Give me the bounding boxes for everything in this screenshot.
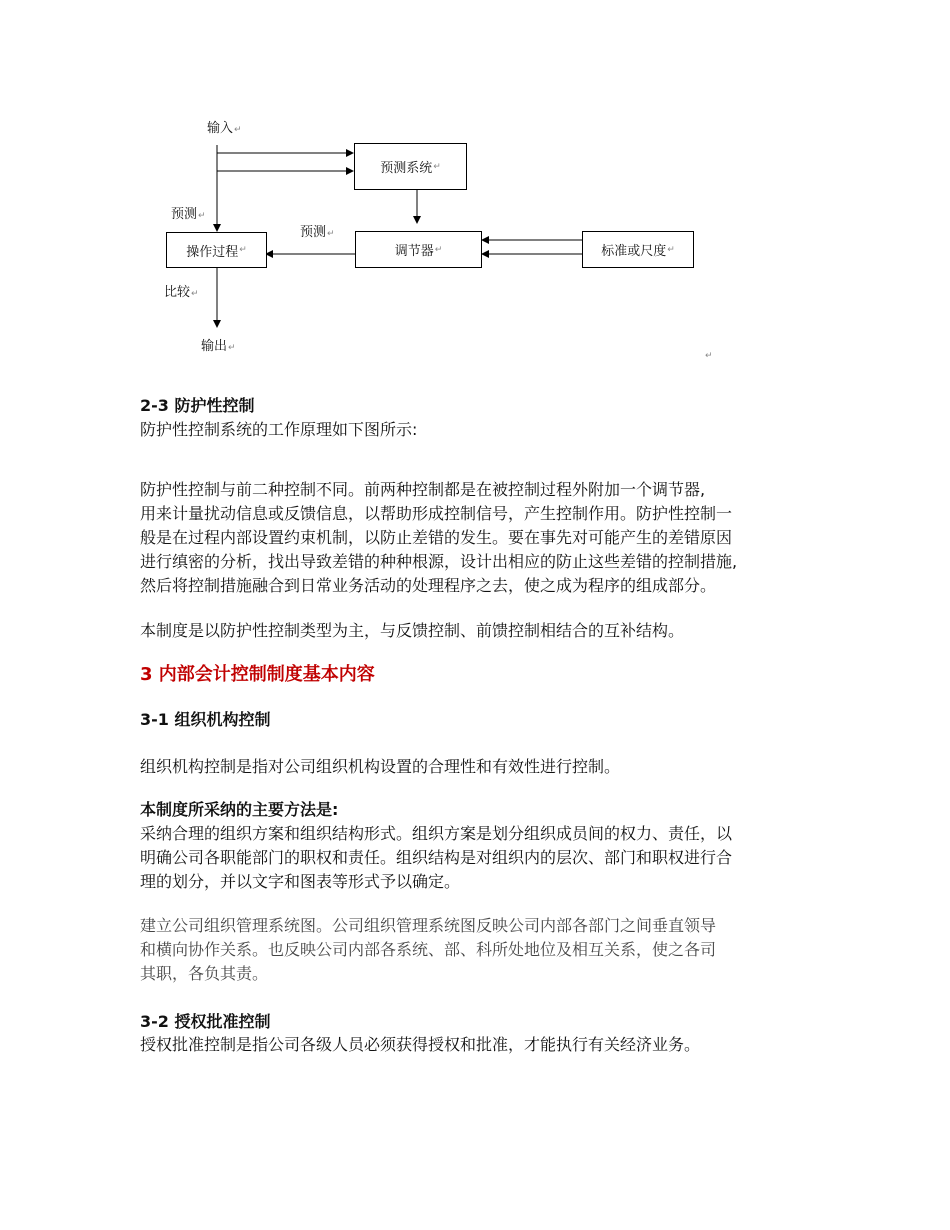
- paragraph-mark: ↵: [198, 211, 206, 221]
- output-text: 输出: [201, 339, 228, 354]
- output-label: [201, 335, 236, 354]
- paragraph-mark: ↵: [434, 244, 443, 255]
- paragraph-mark: ↵: [705, 351, 713, 361]
- input-label: [207, 117, 242, 136]
- section-3-1-heading: 3-1 组织机构控制: [140, 710, 271, 729]
- predict-mid-text: 预测: [300, 225, 327, 240]
- section-3-heading: 3 内部会计控制制度基本内容: [140, 664, 375, 685]
- regulator-box: [355, 231, 482, 268]
- section-2-3-body: [140, 478, 737, 598]
- section-2-3-intro: 防护性控制系统的工作原理如下图所示:: [140, 420, 418, 439]
- system-line: 其职，各负其责。: [140, 964, 269, 983]
- operation-process-label: 操作过程: [186, 244, 239, 260]
- paragraph-mark: ↵: [239, 245, 247, 255]
- body-line: 进行缜密的分析，找出导致差错的种种根源，设计出相应的防止这些差错的控制措施,: [140, 552, 738, 571]
- body-line: 用来计量扰动信息或反馈信息，以帮助形成控制信号，产生控制作用。防护性控制一: [140, 504, 733, 523]
- predict-mid-label: [300, 221, 335, 240]
- compare-text: 比较: [164, 285, 191, 300]
- compare-label: [164, 281, 199, 300]
- paragraph-mark: ↵: [327, 229, 335, 239]
- prediction-system-box: [354, 143, 467, 190]
- predict-left-label: [171, 203, 206, 222]
- methods-line: 明确公司各职能部门的职权和责任。组织结构是对组织内的层次、部门和职权进行合: [140, 848, 733, 867]
- body-line: 然后将控制措施融合到日常业务活动的处理程序之去，使之成为程序的组成部分。: [140, 576, 717, 595]
- methods-line: 采纳合理的组织方案和组织结构形式。组织方案是划分组织成员间的权力、责任，以: [140, 824, 733, 843]
- diagram-connectors: [0, 0, 950, 380]
- prediction-system-label: 预测系统: [380, 161, 433, 176]
- standard-label: 标准或尺度: [601, 244, 667, 259]
- methods-heading: 本制度所采纳的主要方法是:: [140, 800, 339, 819]
- operation-process-box: [166, 232, 267, 268]
- section-2-3-heading: 2-3 防护性控制: [140, 396, 255, 415]
- methods-body: [140, 822, 732, 894]
- standard-box: [582, 231, 694, 268]
- section-3-2-intro: 授权批准控制是指公司各级人员必须获得授权和批准，才能执行有关经济业务。: [140, 1035, 701, 1054]
- section-3-2-heading: 3-2 授权批准控制: [140, 1012, 271, 1031]
- paragraph-mark: ↵: [191, 289, 199, 299]
- system-chart-body: [140, 914, 716, 986]
- body-line: 防护性控制与前二种控制不同。前两种控制都是在被控制过程外附加一个调节器,: [140, 480, 706, 499]
- paragraph-mark: ↵: [234, 125, 242, 135]
- body-line: 般是在过程内部设置约束机制，以防止差错的发生。要在事先对可能产生的差错原因: [140, 528, 733, 547]
- system-line: 和横向协作关系。也反映公司内部各系统、部、科所处地位及相互关系，使之各司: [140, 940, 717, 959]
- paragraph-mark: ↵: [667, 244, 675, 255]
- paragraph-mark: ↵: [228, 343, 236, 353]
- input-text: 输入: [207, 121, 234, 136]
- paragraph-mark: ↵: [433, 161, 441, 172]
- methods-line: 理的划分，并以文字和图表等形式予以确定。: [140, 872, 461, 891]
- section-2-3-summary: 本制度是以防护性控制类型为主，与反馈控制、前馈控制相结合的互补结构。: [140, 621, 685, 640]
- system-line: 建立公司组织管理系统图。公司组织管理系统图反映公司内部各部门之间垂直领导: [140, 916, 717, 935]
- section-3-1-intro: 组织机构控制是指对公司组织机构设置的合理性和有效性进行控制。: [140, 757, 621, 776]
- regulator-label: 调节器: [394, 244, 434, 259]
- predict-left-text: 预测: [171, 207, 198, 222]
